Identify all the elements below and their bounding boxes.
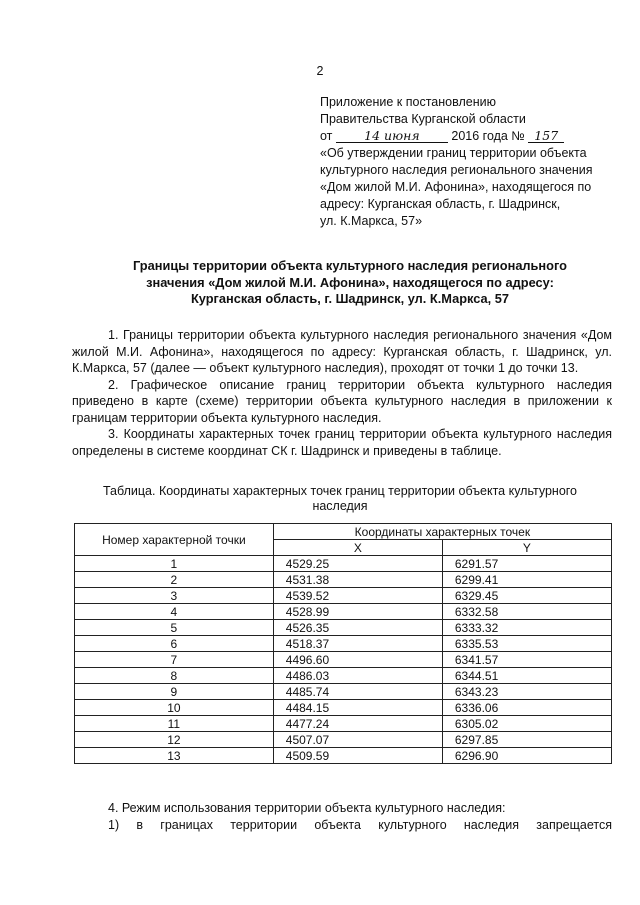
table-row [75,732,612,748]
x-coordinate-cell: 4539.52 [273,588,442,604]
table-row [75,652,612,668]
y-coordinate-cell: 6332.58 [442,604,611,620]
y-coordinate-cell: 6305.02 [442,716,611,732]
appendix-header [320,94,620,230]
table-row [75,572,612,588]
x-coordinate-cell: 4477.24 [273,716,442,732]
x-coordinate-cell: 4531.38 [273,572,442,588]
point-number-cell: 4 [75,604,274,620]
title-line-2: значения «Дом жилой М.И. Афонина», находящегося по адресу: [146,274,554,290]
y-coordinate-cell: 6344.51 [442,668,611,684]
y-coordinate-cell: 6329.45 [442,588,611,604]
x-coordinate-cell: 4509.59 [273,748,442,764]
paragraph-1: 1. Границы территории объекта культурного наследия регионального значения «Дом жилой М.И. Афонина», находящегося по адресу: Курганская область, г. Шадринск, ул. К.Маркса, 57 (далее — объект культурного наследия), проходят от точки 1 до точки 13. [72,328,612,375]
table-row [75,748,612,764]
table-row [75,668,612,684]
appendix-line-2: Правительства Курганской области [320,112,526,126]
header-x: X [273,540,442,556]
header-coordinates: Координаты характерных точек [273,524,611,540]
y-coordinate-cell: 6335.53 [442,636,611,652]
caption-line-2: наследия [312,499,368,513]
x-coordinate-cell: 4518.37 [273,636,442,652]
title-line-1: Границы территории объекта культурного наследия регионального [133,258,567,273]
title-line-3: Курганская область, г. Шадринск, ул. К.Маркса, 57 [190,291,509,306]
point-number-cell: 8 [75,668,274,684]
x-coordinate-cell: 4528.99 [273,604,442,620]
x-coordinate-cell: 4485.74 [273,684,442,700]
y-coordinate-cell: 6291.57 [442,556,611,572]
subject-line-5: ул. К.Маркса, 57» [320,214,423,228]
appendix-date-line [320,128,620,145]
handwritten-number: 157 [528,129,564,143]
y-coordinate-cell: 6299.41 [442,572,611,588]
x-coordinate-cell: 4526.35 [273,620,442,636]
point-number-cell: 2 [75,572,274,588]
paragraph-3: 3. Координаты характерных точек границ территории объекта культурного наследия определены в системе координат СК г. Шадринск и приведены в таблице. [72,427,612,458]
handwritten-date: 14 июня [336,129,448,143]
subject-line-4: адресу: Курганская область, г. Шадринск, [320,197,561,211]
y-coordinate-cell: 6297.85 [442,732,611,748]
regime-section [72,800,612,834]
point-number-cell: 11 [75,716,274,732]
x-coordinate-cell: 4529.25 [273,556,442,572]
document-title [90,258,610,308]
subject-line-1: «Об утверждении границ территории объекта [320,146,587,160]
point-number-cell: 5 [75,620,274,636]
x-coordinate-cell: 4484.15 [273,700,442,716]
y-coordinate-cell: 6333.32 [442,620,611,636]
table-caption [80,484,600,514]
date-prefix: от [320,129,333,143]
table-row [75,636,612,652]
table-row [75,588,612,604]
page-number: 2 [316,64,324,78]
year-text: 2016 года № [451,129,525,143]
x-coordinate-cell: 4486.03 [273,668,442,684]
coordinates-table [74,523,612,764]
body-paragraphs [72,327,612,459]
point-number-cell: 6 [75,636,274,652]
caption-line-1: Таблица. Координаты характерных точек границ территории объекта культурного [102,484,578,498]
x-coordinate-cell: 4507.07 [273,732,442,748]
regime-heading: 4. Режим использования территории объекта культурного наследия: [108,801,506,815]
table-body [75,556,612,764]
point-number-cell: 12 [75,732,274,748]
point-number-cell: 13 [75,748,274,764]
table-row [75,700,612,716]
x-coordinate-cell: 4496.60 [273,652,442,668]
header-y: Y [442,540,611,556]
table-row [75,620,612,636]
subject-line-2: культурного наследия регионального значения [320,163,593,177]
header-point-number: Номер характерной точки [75,524,274,556]
point-number-cell: 1 [75,556,274,572]
table-row [75,556,612,572]
point-number-cell: 10 [75,700,274,716]
point-number-cell: 9 [75,684,274,700]
regime-item-1: 1) в границах территории объекта культурного наследия запрещается [108,818,612,832]
appendix-line-1: Приложение к постановлению [320,95,496,109]
y-coordinate-cell: 6336.06 [442,700,611,716]
y-coordinate-cell: 6296.90 [442,748,611,764]
point-number-cell: 7 [75,652,274,668]
table-row [75,604,612,620]
table-row [75,716,612,732]
point-number-cell: 3 [75,588,274,604]
y-coordinate-cell: 6341.57 [442,652,611,668]
y-coordinate-cell: 6343.23 [442,684,611,700]
table-row [75,684,612,700]
subject-line-3: «Дом жилой М.И. Афонина», находящегося по [320,180,592,194]
paragraph-2: 2. Графическое описание границ территории объекта культурного наследия приведено в карте (схеме) территории объекта культурного наследия в приложении к границам территории объекта культурного наследия. [72,377,612,425]
